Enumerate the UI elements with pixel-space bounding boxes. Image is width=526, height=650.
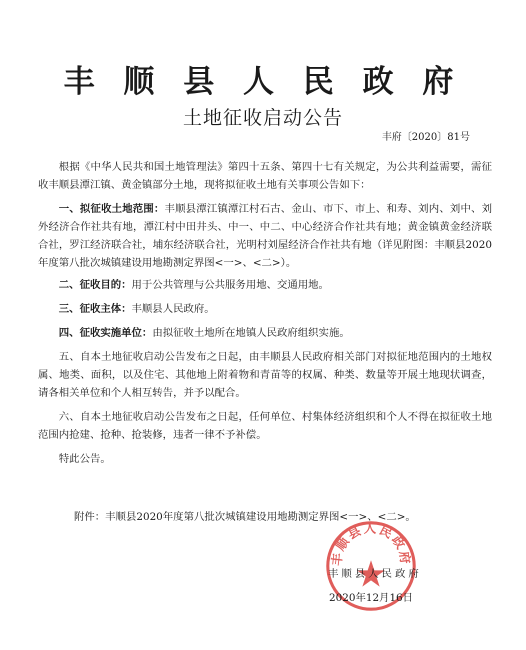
section-2 bbox=[38, 276, 492, 294]
section-1 bbox=[38, 200, 492, 272]
section-3-text: 丰顺县人民政府。 bbox=[131, 303, 215, 315]
svg-text:丰顺县人民政府 bbox=[329, 521, 414, 567]
section-4-heading: 四、征收实施单位： bbox=[58, 327, 153, 339]
section-6 bbox=[38, 408, 492, 444]
section-2-text: 用于公共管理与公共服务用地、交通用地。 bbox=[131, 279, 329, 291]
section-4-text: 由拟征收土地所在地镇人民政府组织实施。 bbox=[152, 327, 350, 339]
section-1-text: 丰顺县潭江镇潭江村石古、金山、市下、市上、和寿、刘内、刘中、刘外经济合作社共有地，潭江村中田井头、中一、中二、中心经济合作社共有地；黄金镇黄金经济联合社，罗江经济联合社，埔东经济联合社，光明村刘屋经济合作社共有地（详见附图：丰顺县2020年度第八批次城镇建设用地勘测定界图<一>、<二>）。 bbox=[38, 203, 492, 269]
signer-name: 丰顺县人民政府 bbox=[328, 568, 422, 580]
notice-title: 土地征收启动公告 bbox=[182, 107, 343, 129]
section-3 bbox=[38, 300, 492, 318]
section-6-text: 自本土地征收启动公告发布之日起，任何单位、村集体经济组织和个人不得在拟征收土地范围内抢建、抢种、抢装修，违者一律不予补偿。 bbox=[38, 411, 492, 441]
section-5 bbox=[38, 348, 492, 402]
issuer-heading: 丰 顺 县 人 民 政 府 bbox=[63, 64, 463, 100]
section-4 bbox=[38, 324, 492, 342]
section-2-heading: 二、征收目的： bbox=[58, 279, 132, 291]
section-5-heading: 五、 bbox=[58, 351, 80, 363]
section-1-heading: 一、拟征收土地范围： bbox=[58, 203, 165, 215]
notice-body bbox=[38, 158, 492, 474]
document-number: 丰府〔2020〕81号 bbox=[381, 132, 470, 143]
closing-line: 特此公告。 bbox=[58, 453, 111, 465]
signing-date: 2020年12月16日 bbox=[329, 592, 414, 604]
attachment-line: 附件：丰顺县2020年度第八批次城镇建设用地勘测定界图<一>、<二>。 bbox=[74, 511, 416, 523]
section-3-heading: 三、征收主体： bbox=[58, 303, 132, 315]
section-5-text: 自本土地征收启动公告发布之日起，由丰顺县人民政府相关部门对拟征地范围内的土地权属、地类、面积，以及住宅、其他地上附着物和青苗等的权属、种类、数量等开展土地现状调查，请各相关单位和个人相互转告，并予以配合。 bbox=[38, 351, 492, 399]
intro-paragraph: 根据《中华人民共和国土地管理法》第四十五条、第四十七有关规定，为公共利益需要，需征收丰顺县潭江镇、黄金镇部分土地，现将拟征收土地有关事项公告如下： bbox=[38, 161, 492, 191]
seal-text: 丰顺县人民政府 bbox=[328, 520, 414, 567]
section-6-heading: 六、 bbox=[58, 411, 80, 423]
